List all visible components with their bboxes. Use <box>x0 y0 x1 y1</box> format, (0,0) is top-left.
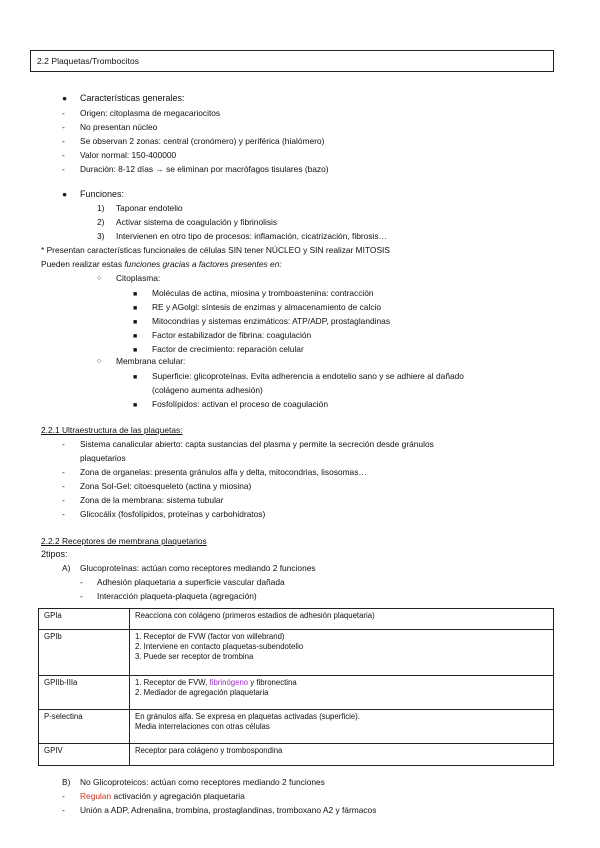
desc-line <box>135 678 548 688</box>
square-bullet: ■ <box>133 319 138 326</box>
desc-line: Media interrelaciones con otras células <box>135 722 270 731</box>
dash: - <box>62 467 65 477</box>
dash: - <box>62 439 65 449</box>
list-item-continued: plaquetarios <box>80 453 126 463</box>
pueden-suffix: en: <box>267 259 282 269</box>
receptor-name: GPIIb-IIIa <box>39 676 130 710</box>
tipos-label: 2tipos: <box>41 549 68 559</box>
list-item: No Glicoproteicos: actúan como receptores mediando 2 funciones <box>80 777 325 787</box>
list-item: Duración: 8-12 días → se eliminan por macrófagos tisulares (bazo) <box>80 164 329 174</box>
dash: - <box>62 108 65 118</box>
receptor-desc <box>130 710 554 744</box>
list-item: RE y AGolgi: síntesis de enzimas y almacenamiento de calcio <box>152 302 382 312</box>
dash: - <box>62 805 65 815</box>
list-item: Glicocálix (fosfolípidos, proteínas y carbohidratos) <box>80 509 266 519</box>
list-item: Origen: citoplasma de megacariocitos <box>80 108 221 118</box>
section-title: 2.2 Plaquetas/Trombocitos <box>37 56 139 66</box>
circle-bullet: ○ <box>97 358 102 365</box>
list-item: Zona Sol-Gel: citoesqueleto (actina y miosina) <box>80 481 252 491</box>
list-item: Zona de la membrana: sistema tubular <box>80 495 224 505</box>
regulan-highlight: Regulan <box>80 791 112 801</box>
dash: - <box>62 122 65 132</box>
dash: - <box>62 791 65 801</box>
table-row <box>39 630 554 676</box>
funciones-heading: Funciones: <box>80 189 125 199</box>
list-item <box>80 791 245 802</box>
list-item: Valor normal: 150-400000 <box>80 150 177 160</box>
pueden-line <box>41 259 282 270</box>
dash: - <box>80 591 83 601</box>
receptores-table <box>38 608 554 766</box>
membrana-label: Membrana celular: <box>116 356 186 366</box>
receptor-name: GPIa <box>39 609 130 630</box>
receptor-name: P-selectina <box>39 710 130 744</box>
square-bullet: ■ <box>133 291 138 298</box>
list-item-continued: (colágeno aumenta adhesión) <box>152 385 263 395</box>
square-bullet: ■ <box>133 333 138 340</box>
dash: - <box>62 481 65 491</box>
pueden-italic: funciones gracias a factores presentes <box>124 259 268 269</box>
list-item: Intervienen en otro tipo de procesos: inflamación, cicatrización, fibrosis… <box>116 231 387 241</box>
receptor-desc <box>130 630 554 676</box>
dash: - <box>62 136 65 146</box>
square-bullet: ■ <box>133 305 138 312</box>
section-title-box <box>30 50 554 72</box>
list-item: Moléculas de actina, miosina y tromboastenina: contracción <box>152 288 374 298</box>
dash: - <box>80 577 83 587</box>
bullet-dot: ● <box>62 93 68 103</box>
list-number: 1) <box>97 203 105 213</box>
circle-bullet: ○ <box>97 275 102 282</box>
receptores-heading: 2.2.2 Receptores de membrana plaquetarios <box>41 536 207 546</box>
ultra-heading: 2.2.1 Ultraestructura de las plaquetas: <box>41 425 183 435</box>
dash: - <box>62 150 65 160</box>
list-item: Superficie: glicoproteínas. Evita adherencia a endotelio sano y se adhiere al dañado <box>152 371 464 381</box>
list-item: No presentan núcleo <box>80 122 158 132</box>
receptor-name: GPIb <box>39 630 130 676</box>
list-number: 2) <box>97 217 105 227</box>
list-item-rest: activación y agregación plaquetaria <box>111 791 245 801</box>
desc-line: 2. Mediador de agregación plaquetaria <box>135 688 269 697</box>
list-number: 3) <box>97 231 105 241</box>
list-letter: B) <box>62 777 71 787</box>
desc-post: y fibronectina <box>248 678 297 687</box>
list-item: Unión a ADP, Adrenalina, trombina, prostaglandinas, tromboxano A2 y fármacos <box>80 805 377 815</box>
desc-line: En gránulos alfa. Se expresa en plaquetas activadas (superficie). <box>135 712 360 721</box>
receptor-desc: Receptor para colágeno y trombospondina <box>130 744 554 766</box>
table-row <box>39 744 554 766</box>
dash: - <box>62 164 65 174</box>
pueden-prefix: Pueden realizar estas <box>41 259 125 269</box>
dash: - <box>62 495 65 505</box>
list-item: Sistema canalicular abierto: capta sustancias del plasma y permite la secreción desde gránulos <box>80 439 434 449</box>
list-letter: A) <box>62 563 71 573</box>
fibrinogeno-highlight: fibrinógeno <box>209 678 249 687</box>
receptor-name: GPIV <box>39 744 130 766</box>
desc-line: 1. Receptor de FVW (factor von willebrand) <box>135 632 285 641</box>
square-bullet: ■ <box>133 402 138 409</box>
list-item: Fosfolípidos: activan el proceso de coagulación <box>152 399 328 409</box>
list-item: Taponar endotelio <box>116 203 183 213</box>
note-line: * Presentan características funcionales de células SIN tener NÚCLEO y SIN realizar MITOSIS <box>41 245 390 255</box>
bullet-dot: ● <box>62 189 68 199</box>
desc-pre: 1. Receptor de FVW, <box>135 678 210 687</box>
desc-line: 2. Interviene en contacto plaquetas-subendotelio <box>135 642 304 651</box>
square-bullet: ■ <box>133 374 138 381</box>
table-row <box>39 710 554 744</box>
citoplasma-label: Citoplasma: <box>116 273 161 283</box>
table-row <box>39 676 554 710</box>
list-item: Mitocondrias y sistemas enzimáticos: ATP/ADP, prostaglandinas <box>152 316 391 326</box>
list-item: Factor estabilizador de fibrina: coagulación <box>152 330 312 340</box>
list-item: Factor de crecimiento: reparación celular <box>152 344 304 354</box>
list-item: Zona de organelas: presenta gránulos alfa y delta, mitocondrias, lisosomas… <box>80 467 367 477</box>
list-item: Interacción plaqueta-plaqueta (agregación) <box>97 591 257 601</box>
receptor-desc <box>130 676 554 710</box>
square-bullet: ■ <box>133 347 138 354</box>
table-row <box>39 609 554 630</box>
caracteristicas-heading: Características generales: <box>80 93 185 103</box>
list-item: Se observan 2 zonas: central (cronómero) y periférica (hialómero) <box>80 136 325 146</box>
list-item: Adhesión plaquetaria a superficie vascular dañada <box>97 577 285 587</box>
dash: - <box>62 509 65 519</box>
receptor-desc: Reacciona con colágeno (primeros estadios de adhesión plaquetaria) <box>130 609 554 630</box>
list-item: Activar sistema de coagulación y fibrinolisis <box>116 217 278 227</box>
list-item: Glucoproteínas: actúan como receptores mediando 2 funciones <box>80 563 316 573</box>
desc-line: 3. Puede ser receptor de trombina <box>135 652 254 661</box>
